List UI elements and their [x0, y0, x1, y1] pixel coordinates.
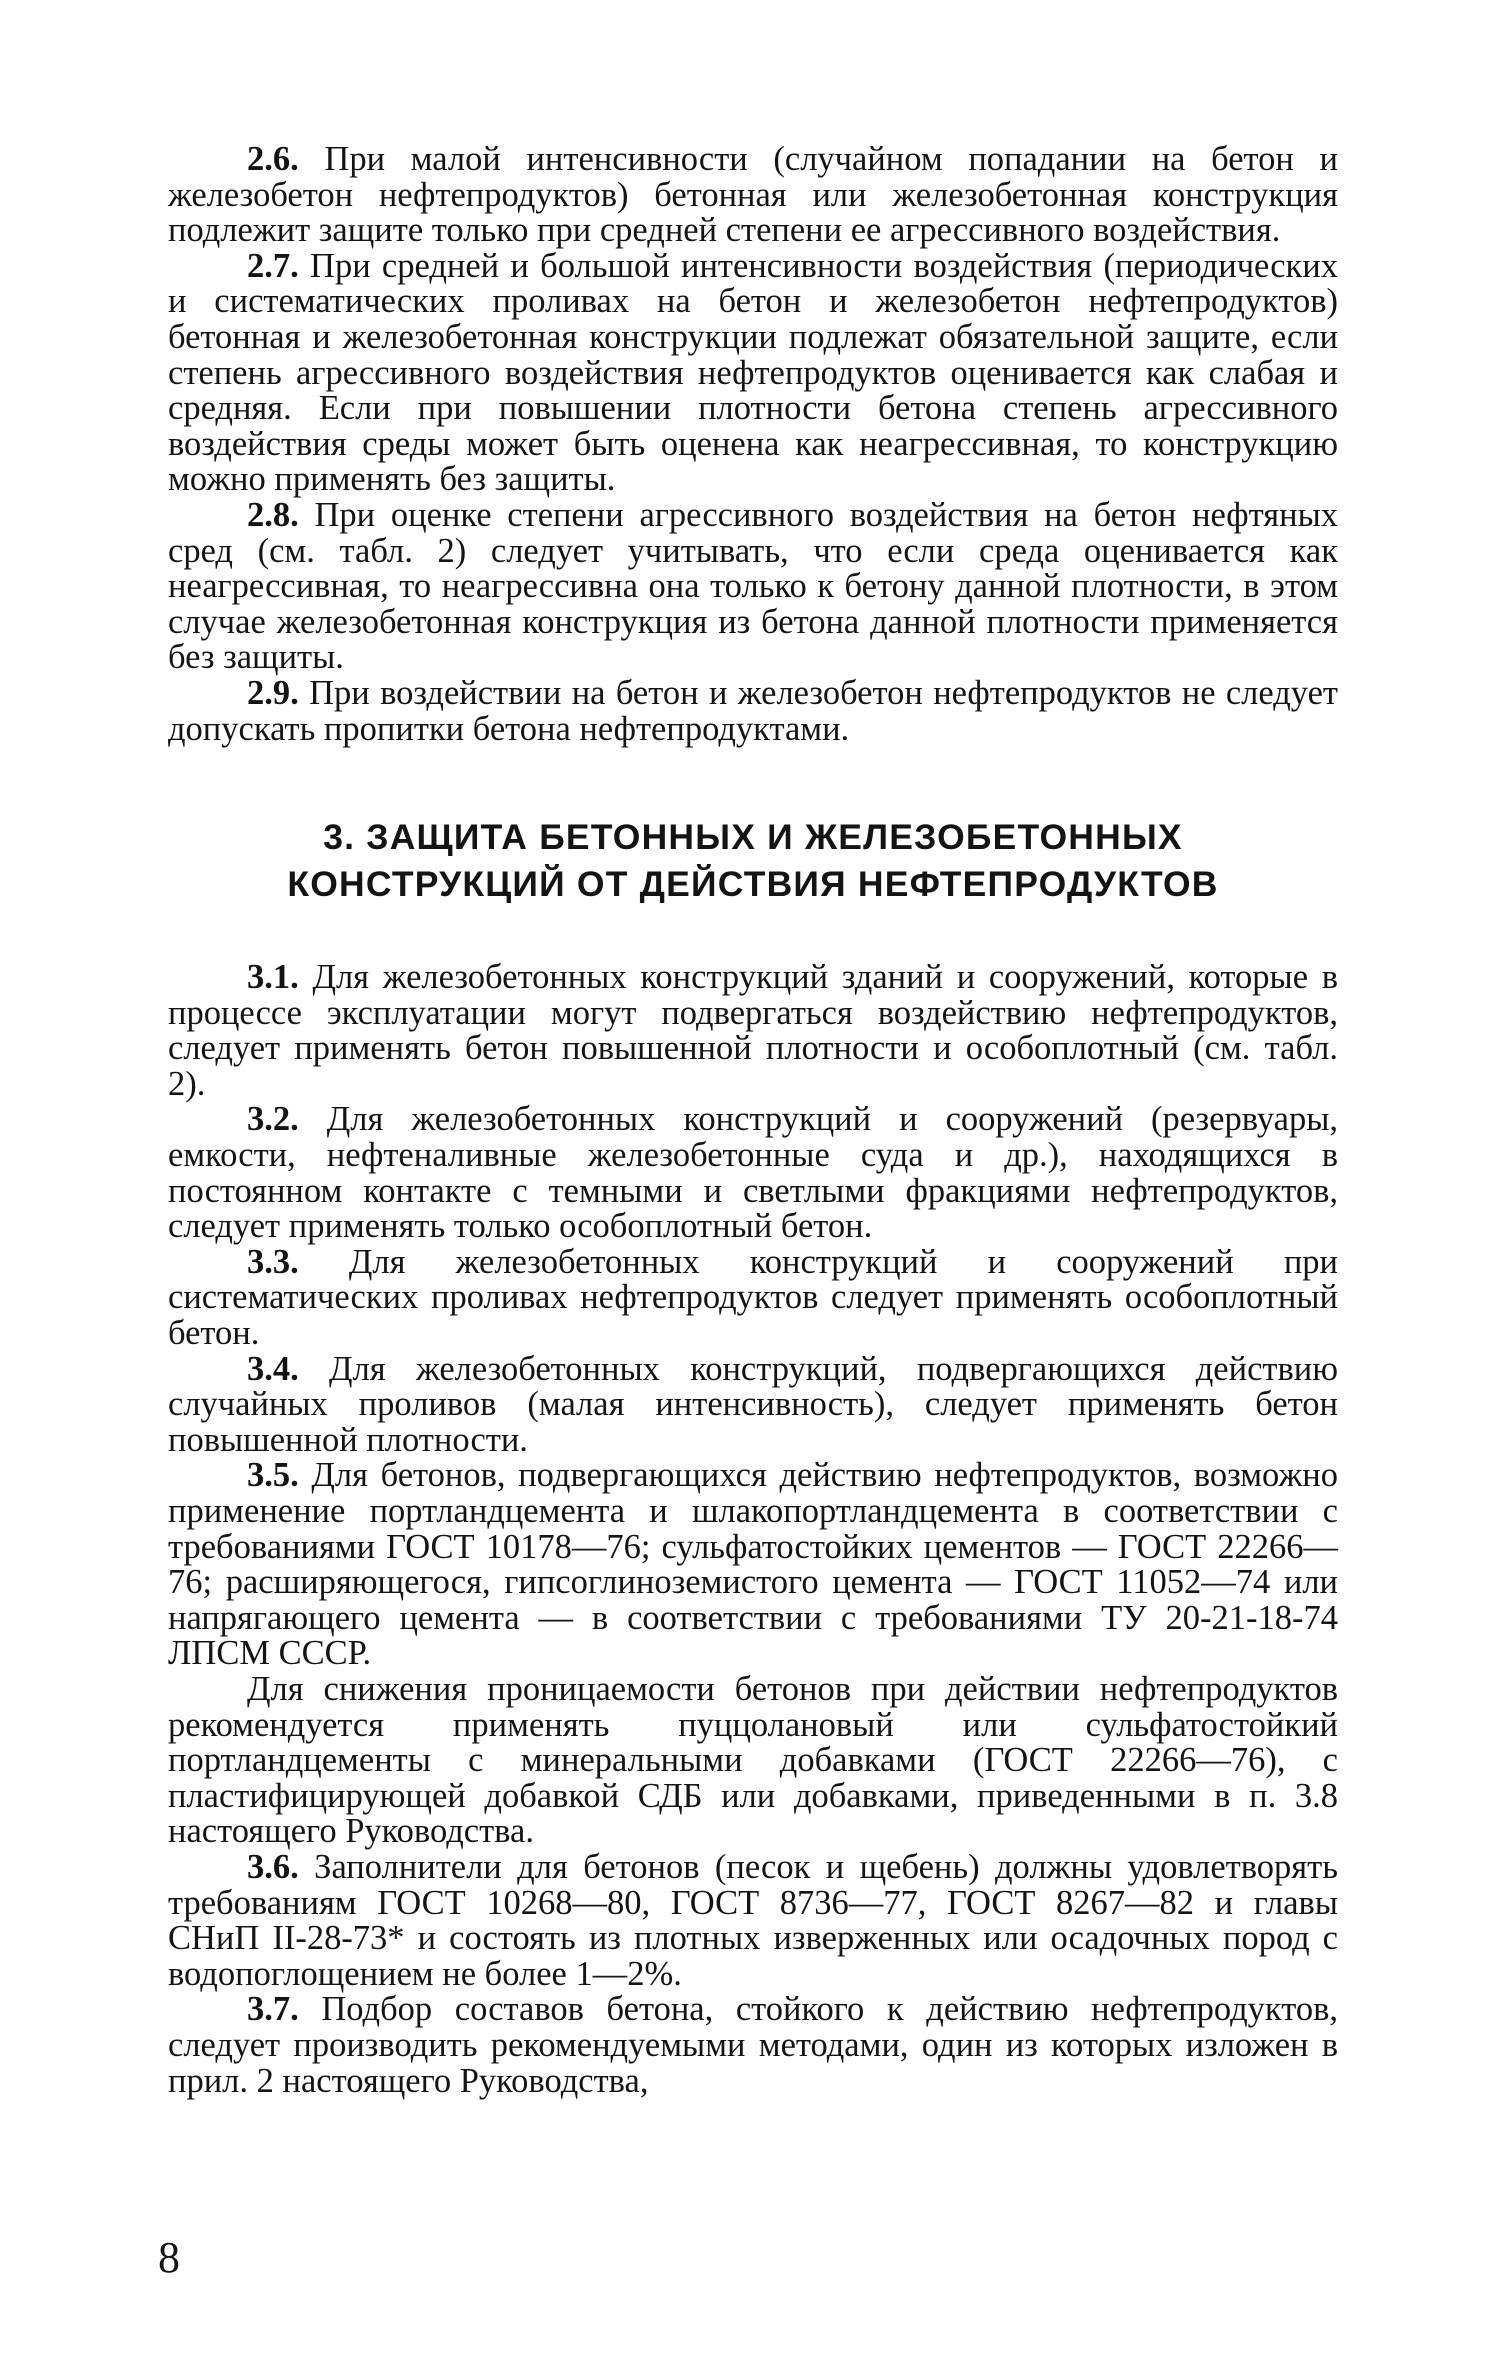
paragraph-text: Подбор составов бетона, стойкого к действию нефтепродуктов, следует производить рекомендуемыми методами, один из которых изложен в прил. 2 настоящего Руководства, — [168, 1990, 1338, 2100]
paragraph-number: 3.6. — [247, 1847, 299, 1886]
paragraph-2-8 — [168, 495, 1339, 677]
paragraph-text: Для железобетонных конструкций, подвергающихся действию случайных проливов (малая интенсивность), следует применять бетон повышенной плотности. — [168, 1349, 1338, 1459]
paragraph-number: 3.4. — [247, 1349, 299, 1388]
paragraph-number: 3.5. — [247, 1456, 299, 1495]
paragraph-text: Заполнители для бетонов (песок и щебень) должны удовлетворять требованиям ГОСТ 10268—80, ГОСТ 8736—77, ГОСТ 8267—82 и главы СНиП II-28-73* и состоять из плотных изверженных или осадочных пород с водопоглощением не более 1—2%. — [168, 1847, 1338, 1993]
paragraph-3-1 — [168, 960, 1338, 1102]
section-heading — [168, 814, 1338, 908]
paragraph-text: При оценке степени агрессивного воздействия на бетон нефтяных сред (см. табл. 2) следует учитывать, что если среда оценивается как неагрессивная, то неагрессивна она только к бетону данной плотности, в этом случае железобетонная конструкция из бетона данной плотности применяется без защиты. — [168, 495, 1339, 677]
paragraph-3-5-continued — [168, 1669, 1338, 1851]
paragraph-number: 2.7. — [247, 246, 299, 285]
section-heading-line-1: 3. ЗАЩИТА БЕТОННЫХ И ЖЕЛЕЗОБЕТОННЫХ — [323, 817, 1183, 858]
paragraph-3-5 — [168, 1458, 1338, 1672]
paragraph-text: Для снижения проницаемости бетонов при действии нефтепродуктов рекомендуется применять пуццолановый или сульфатостойкий портландцементы с минеральными добавками (ГОСТ 22266—76), с пластифицирующей добавкой СДБ или добавками, приведенными в п. 3.8 настоящего Руководства. — [168, 1669, 1338, 1851]
paragraph-number: 2.8. — [247, 495, 299, 534]
paragraph-2-9 — [168, 673, 1338, 748]
paragraph-text: Для железобетонных конструкций и сооружений (резервуары, емкости, нефтеналивные железобетонные суда и др.), находящихся в постоянном контакте с темными и светлыми фракциями нефтепродуктов, следует применять только особоплотный бетон. — [168, 1100, 1338, 1246]
paragraph-number: 3.3. — [247, 1242, 299, 1281]
paragraph-text: При воздействии на бетон и железобетон нефтепродуктов не следует допускать пропитки бетона нефтепродуктами. — [168, 673, 1338, 748]
page-content — [168, 142, 1338, 2099]
paragraph-3-4 — [168, 1349, 1338, 1459]
section-heading-line-2: КОНСТРУКЦИЙ ОТ ДЕЙСТВИЯ НЕФТЕПРОДУКТОВ — [287, 864, 1219, 905]
paragraph-3-3 — [168, 1242, 1338, 1353]
paragraph-number: 3.1. — [247, 958, 299, 997]
paragraph-text: Для железобетонных конструкций зданий и сооружений, которые в процессе эксплуатации могут подвергаться воздействию нефтепродуктов, следует применять бетон повышенной плотности и особоплотный (см. табл. 2). — [168, 958, 1339, 1103]
page-number: 8 — [158, 2233, 180, 2282]
paragraph-2-7 — [168, 246, 1339, 499]
paragraph-3-7 — [168, 1992, 1338, 2099]
paragraph-3-2 — [168, 1102, 1338, 1244]
paragraph-text: При малой интенсивности (случайном попадании на бетон и железобетон нефтепродуктов) бетонная или железобетонная конструкция подлежит защите только при средней степени ее агрессивного воздействия. — [168, 140, 1338, 250]
paragraph-2-6 — [168, 142, 1338, 249]
paragraph-3-6 — [168, 1847, 1338, 1993]
paragraph-number: 3.7. — [247, 1990, 299, 2029]
paragraph-text: Для железобетонных конструкций и сооружений при систематических проливах нефтепродуктов следует применять особоплотный бетон. — [168, 1242, 1338, 1353]
paragraph-number: 3.2. — [247, 1100, 299, 1139]
paragraph-text: При средней и большой интенсивности воздействия (периодических и систематических проливах на бетон и железобетон нефтепродуктов) бетонная и железобетонная конструкции подлежат обязательной защите, если степень агрессивного воздействия нефтепродуктов оценивается как слабая и средняя. Если при повышении плотности бетона степень агрессивного воздействия среды может быть оценена как неагрессивная, то конструкцию можно применять без защиты. — [168, 246, 1339, 499]
paragraph-number: 2.6. — [247, 140, 299, 178]
paragraph-number: 2.9. — [247, 673, 299, 712]
paragraph-text: Для бетонов, подвергающихся действию нефтепродуктов, возможно применение портландцемента и шлакопортландцемента в соответствии с требованиями ГОСТ 10178—76; сульфатостойких цементов — ГОСТ 22266—76; расширяющегося, гипсоглиноземистого цемента — ГОСТ 11052—74 или напрягающего цемента — в соответствии с требованиями ТУ 20-21-18-74 ЛПСМ СССР. — [168, 1456, 1338, 1673]
